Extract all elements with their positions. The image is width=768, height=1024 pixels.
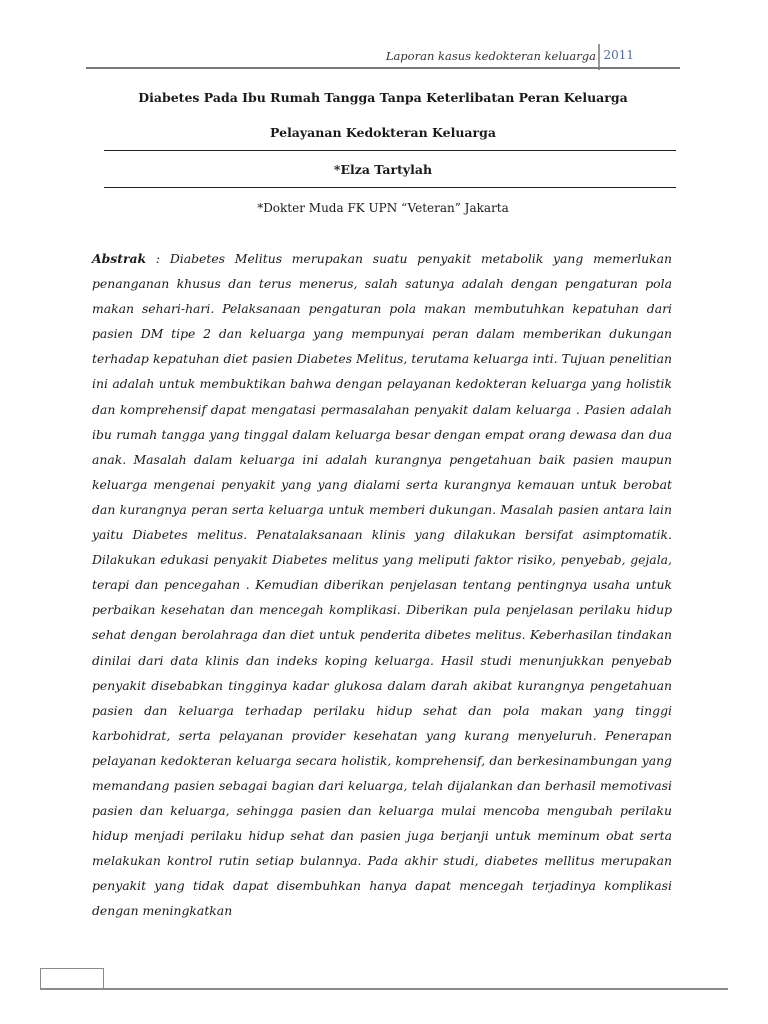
header-rule [86, 67, 680, 69]
author-divider [104, 187, 676, 188]
page-number-box [40, 968, 104, 989]
abstract-separator: : [146, 251, 170, 266]
footer-rule [40, 988, 728, 990]
paper-title: Diabetes Pada Ibu Rumah Tangga Tanpa Keterlibatan Peran Keluarga [138, 90, 628, 105]
abstract-label: Abstrak [92, 251, 147, 266]
paper-subtitle: Pelayanan Kedokteran Keluarga [270, 125, 496, 140]
header-label: Laporan kasus kedokteran keluarga [385, 49, 596, 63]
running-header [86, 44, 680, 68]
header-year: 2011 [603, 48, 634, 62]
title-divider [104, 150, 676, 151]
author-name: *Elza Tartylah [333, 162, 433, 177]
author-affiliation: *Dokter Muda FK UPN “Veteran” Jakarta [257, 201, 509, 215]
abstract [92, 246, 672, 924]
abstract-text: Diabetes Melitus merupakan suatu penyakit metabolik yang memerlukan penanganan khusus dan terus menerus, salah satunya adalah dengan pengaturan pola makan sehari-hari. Pelaksanaan pengaturan pola makan membutuhkan kepatuhan dari pasien DM tipe 2 dan keluarga yang mempunyai peran dalam memberikan dukungan terhadap kepatuhan diet pasien Diabetes Melitus, terutama keluarga inti. Tujuan penelitian ini adalah untuk membuktikan bahwa dengan pelayanan kedokteran keluarga yang holistik dan komprehensif dapat mengatasi permasalahan penyakit dalam keluarga . Pasien adalah ibu rumah tangga yang tinggal dalam keluarga besar dengan empat orang dewasa dan dua anak. Masalah dalam keluarga ini adalah kurangnya pengetahuan baik pasien maupun keluarga mengenai penyakit yang yang dialami serta kurangnya kemauan untuk berobat dan kurangnya peran serta keluarga untuk memberi dukungan. Masalah pasien antara lain yaitu Diabetes melitus. Penatalaksanaan klinis yang dilakukan bersifat asimptomatik. Dilakukan edukasi penyakit Diabetes melitus yang meliputi faktor risiko, penyebab, gejala, terapi dan pencegahan . Kemudian diberikan penjelasan tentang pentingnya usaha untuk perbaikan kesehatan dan mencegah komplikasi. Diberikan pula penjelasan perilaku hidup sehat dengan berolahraga dan diet untuk penderita dibetes melitus. Keberhasilan tindakan dinilai dari data klinis dan indeks koping keluarga. Hasil studi menunjukkan penyebab penyakit disebabkan tingginya kadar glukosa dalam darah akibat kurangnya pengetahuan pasien dan keluarga terhadap perilaku hidup sehat dan pola makan yang tinggi karbohidrat, serta pelayanan provider kesehatan yang kurang menyeluruh. Penerapan pelayanan kedokteran keluarga secara holistik, komprehensif, dan berkesinambungan yang memandang pasien sebagai bagian dari keluarga, telah dijalankan dan berhasil memotivasi pasien dan keluarga, sehingga pasien dan keluarga mulai mencoba mengubah perilaku hidup menjadi perilaku hidup sehat dan pasien juga berjanji untuk meminum obat serta melakukan kontrol rutin setiap bulannya. Pada akhir studi, diabetes mellitus merupakan penyakit yang tidak dapat disembuhkan hanya dapat mencegah terjadinya komplikasi dengan meningkatkan [92, 251, 672, 919]
